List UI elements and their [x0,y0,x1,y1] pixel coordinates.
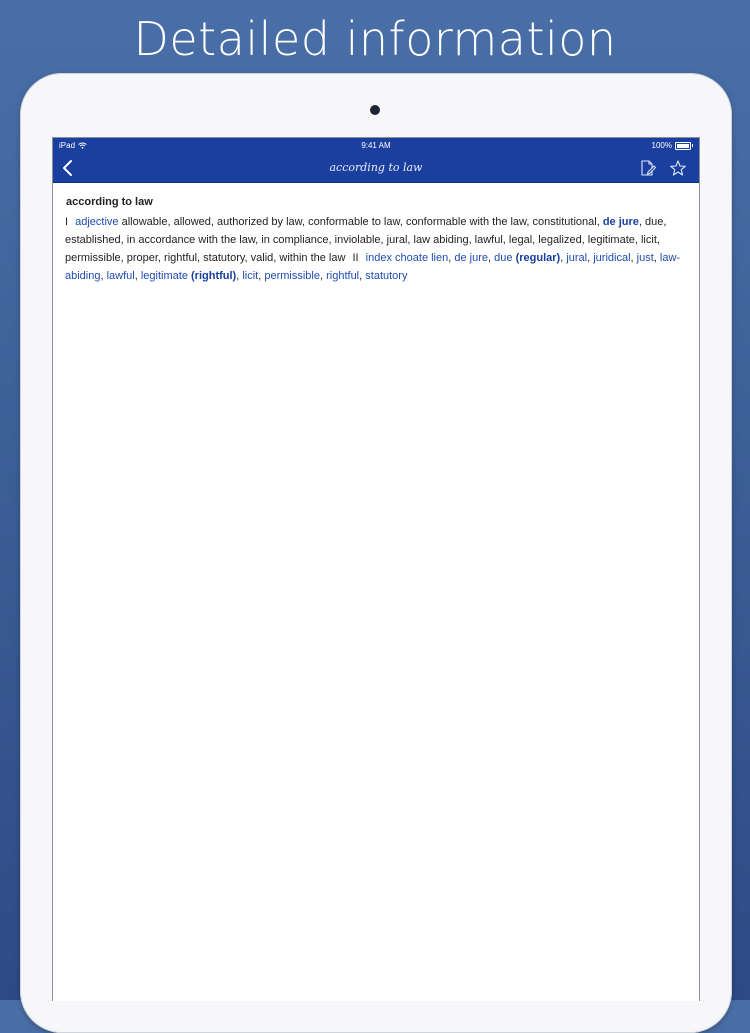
sense1-text-a: allowable, allowed, authorized by law, conformable to law, conformable with the law, constitutional, [121,216,600,228]
promo-headline: Detailed information [133,12,617,66]
entry-definition: I adjective allowable, allowed, authorized by law, conformable to law, conformable with the law, constitutional, de jure, due, established, in accordance with the law, in compliance, inviolable, jural, law abiding, lawful, legal, legalized, legitimate, licit, permissible, proper, rightful, statutory, valid, within the law II index choate lien, de jure, due (regular), jural, juridical, just, law-abiding, lawful, legitimate (rightful), licit, permissible, rightful, statutory [65,216,681,282]
entry-title: according to law [66,196,153,208]
link-legitimate[interactable]: legitimate [140,270,188,282]
status-right [652,141,693,150]
pos-link-index[interactable]: index [365,252,392,264]
navigation-bar [53,154,699,183]
edit-note-icon[interactable] [639,159,657,177]
battery-tip [692,144,693,147]
link-lawful[interactable]: lawful [106,270,135,282]
link-law-abiding[interactable]: law-abiding [65,252,681,282]
link-de-jure-bold[interactable]: de jure [602,216,639,228]
favorite-star-icon[interactable] [669,159,687,177]
sense-numeral-2: II [352,252,359,264]
pos-link-adjective[interactable]: adjective [75,216,119,228]
link-statutory[interactable]: statutory [365,270,408,282]
link-rightful-bold[interactable]: (rightful) [191,270,237,282]
link-just[interactable]: just [636,252,654,264]
link-regular[interactable]: (regular) [515,252,561,264]
device-label: iPad [59,141,76,150]
app-screen [52,137,700,1001]
entry-content [53,183,699,285]
link-de-jure[interactable]: de jure [454,252,489,264]
link-choate-lien[interactable]: choate lien [395,252,449,264]
link-jural[interactable]: jural [566,252,588,264]
front-camera [370,105,380,115]
link-rightful[interactable]: rightful [326,270,360,282]
status-bar [53,138,699,154]
link-permissible[interactable]: permissible [264,270,320,282]
nav-title: according to law [329,161,423,174]
battery-percent: 100% [651,141,672,150]
link-licit[interactable]: licit [242,270,259,282]
battery-icon [675,142,691,150]
sense1-text-b: , due, established, in accordance with the law, in compliance, inviolable, jural, law abiding, lawful, legal, legalized, legitimate, licit, permissible, proper, rightful, statutory, valid, within the law [65,216,667,264]
status-time: 9:41 AM [361,141,391,150]
sense-numeral-1: I [65,216,69,228]
link-juridical[interactable]: juridical [593,252,631,264]
link-due[interactable]: due [494,252,513,264]
